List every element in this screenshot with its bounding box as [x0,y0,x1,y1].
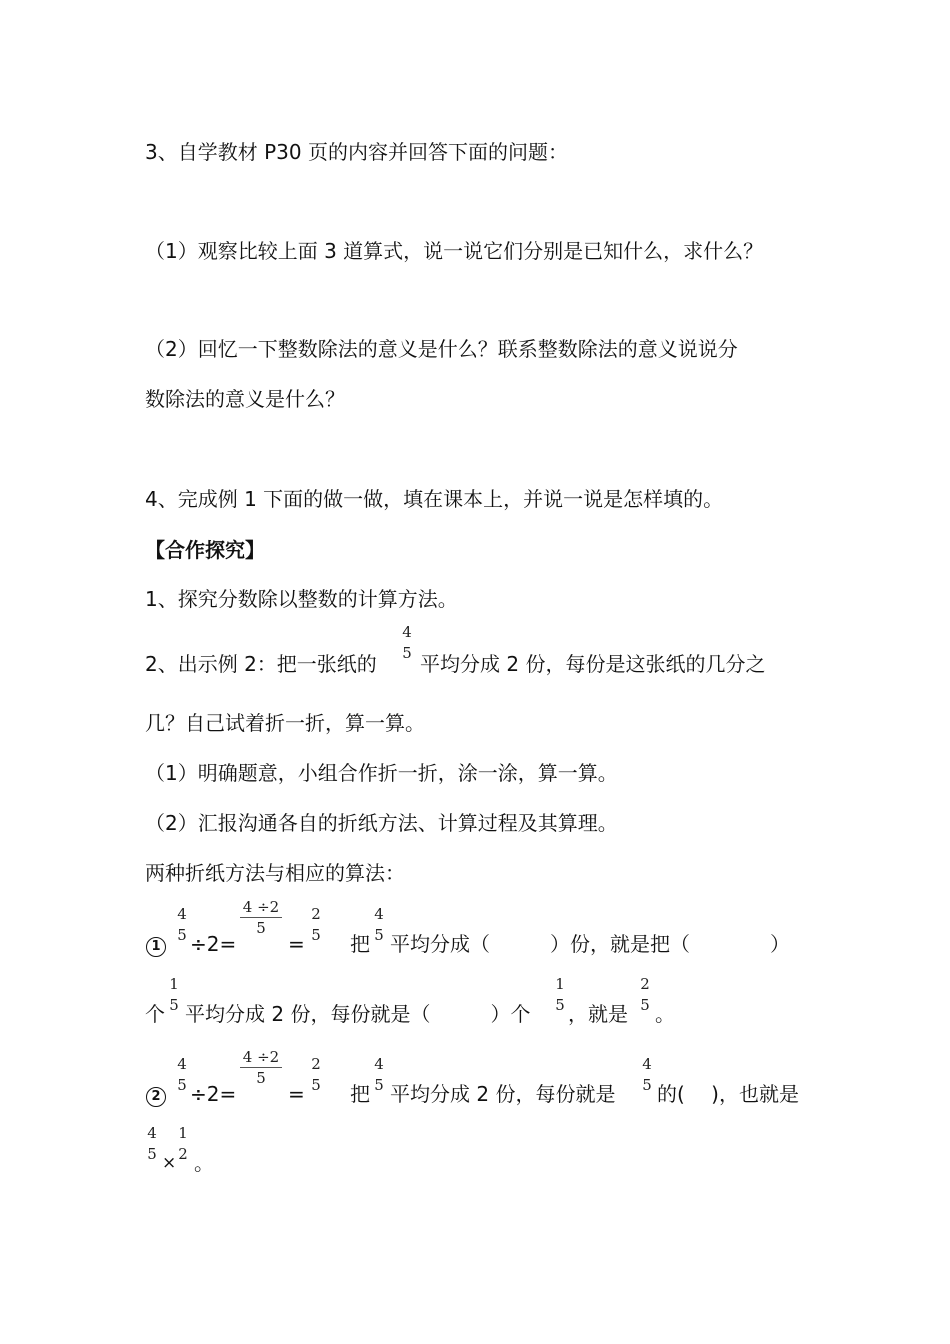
explore-item1: 1、探究分数除以整数的计算方法。 [145,587,458,611]
explore-item2-line2: 几？自己试着折一折，算一算。 [145,711,425,735]
fraction-four-fifths: 4 5 [374,905,384,944]
explore-item2-prefix: 2、出示例 2：把一张纸的 [145,652,377,676]
fraction-four-fifths: 4 5 [177,1055,187,1094]
q4: 4、完成例 1 下面的做一做，填在课本上，并说一说是怎样填的。 [145,487,724,511]
methods-title: 两种折纸方法与相应的算法： [145,861,405,885]
section-title: 【合作探究】 [145,538,265,562]
fraction-four-fifths: 4 5 [177,905,187,944]
q3-sub2-line1: （2）回忆一下整数除法的意义是什么？联系整数除法的意义说说分 [145,337,738,361]
explore-step2: （2）汇报沟通各自的折纸方法、计算过程及其算理。 [145,811,618,835]
q3-sub1: （1）观察比较上面 3 道算式，说一说它们分别是已知什么，求什么？ [145,239,764,263]
fraction-two-fifths: 2 5 [311,1055,321,1094]
times-sign: × [162,1153,177,1173]
fraction-one-half: 1 2 [178,1124,188,1163]
fraction-two-fifths: 2 5 [640,975,650,1014]
q3-sub2-line2: 数除法的意义是什么？ [145,387,345,411]
fraction-four-fifths: 4 5 [147,1124,157,1163]
fraction-four-fifths: 4 5 [402,623,412,662]
fraction-two-fifths: 2 5 [311,905,321,944]
fraction-four-fifths: 4 5 [642,1055,652,1094]
circled-number-2: 2 [146,1087,166,1107]
fraction-four-div-two-over-five: 4 ÷2 5 [240,1048,282,1087]
explore-item2-suffix: 平均分成 2 份，每份是这张纸的几分之 [420,652,766,676]
q3-title: 3、自学教材 P30 页的内容并回答下面的问题： [145,140,568,164]
fraction-four-fifths: 4 5 [374,1055,384,1094]
explore-step1: （1）明确题意，小组合作折一折，涂一涂，算一算。 [145,761,618,785]
circled-number-1: 1 [146,937,166,957]
fraction-four-div-two-over-five: 4 ÷2 5 [240,898,282,937]
fraction-one-fifth: 1 5 [555,975,565,1014]
fraction-one-fifth: 1 5 [169,975,179,1014]
